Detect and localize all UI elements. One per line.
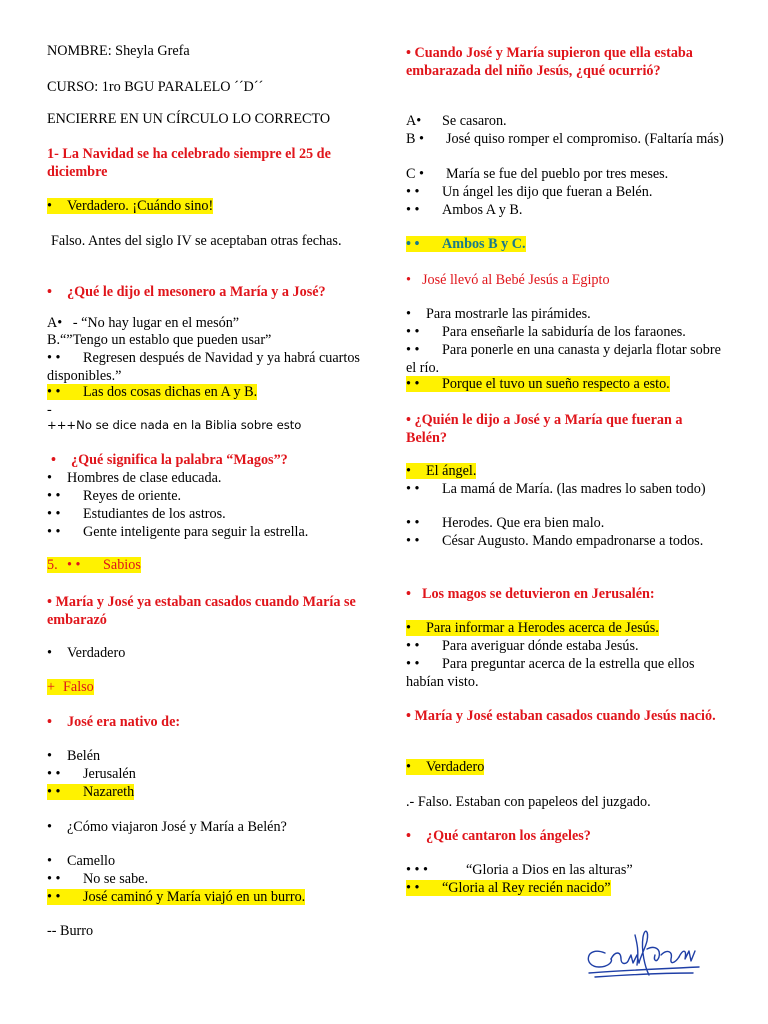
question-1-answer-2: Falso. Antes del siglo IV se aceptaban otras fechas.: [51, 233, 342, 249]
question-8-answer-2: • • Para enseñarle la sabiduría de los faraones.: [406, 324, 686, 340]
question-6-answer-3: • • José caminó y María viajó en un burro.: [47, 889, 306, 905]
question-7-answer-5: • • Ambos A y B.: [406, 202, 523, 218]
question-5-answer-3: • • Nazareth: [47, 784, 135, 800]
question-3-answer-5: 5. • • Sabios: [47, 557, 141, 573]
question-2-answer-2: B.“”Tengo un establo que pueden usar”: [47, 332, 272, 348]
question-9-answer-4: • • César Augusto. Mando empadronarse a todos.: [406, 533, 704, 549]
question-10-answer-2: • • Para averiguar dónde estaba Jesús.: [406, 638, 639, 654]
course: CURSO: 1ro BGU PARALELO ´´D´´: [47, 79, 264, 95]
question-1-answer-1: • Verdadero. ¡Cuándo sino!: [47, 198, 214, 214]
question-5-answer-1: • Belén: [47, 748, 101, 764]
question-7-answer-3: C • María se fue del pueblo por tres meses.: [406, 166, 669, 182]
instruction: ENCIERRE EN UN CÍRCULO LO CORRECTO: [47, 111, 331, 127]
question-2-note: +++No se dice nada en la Biblia sobre esto: [47, 418, 302, 432]
question-2-answer-1: A• - “No hay lugar en el mesón”: [47, 315, 240, 331]
question-2-answer-4: • • Las dos cosas dichas en A y B.: [47, 384, 258, 400]
question-5-answer-2: • • Jerusalén: [47, 766, 136, 782]
question-7-title: • Cuando José y María supieron que ella estaba embarazada del niño Jesús, ¿qué ocurrió?: [406, 45, 693, 79]
signature-image: [575, 915, 705, 985]
question-12-answer-1: • • • “Gloria a Dios en las alturas”: [406, 862, 633, 878]
question-3-answer-2: • • Reyes de oriente.: [47, 488, 182, 504]
question-6-title: • ¿Cómo viajaron José y María a Belén?: [47, 819, 287, 835]
question-9-title: • ¿Quién le dijo a José y a María que fueran a Belén?: [406, 412, 683, 446]
question-2-answer-3: • • Regresen después de Navidad y ya habrá cuartos disponibles.”: [47, 350, 360, 384]
question-12-title: • ¿Qué cantaron los ángeles?: [406, 828, 591, 844]
student-name: NOMBRE: Sheyla Grefa: [47, 43, 190, 59]
question-7-answer-2: B • José quiso romper el compromiso. (Faltaría más): [406, 131, 724, 147]
question-10-answer-1: • Para informar a Herodes acerca de Jesús.: [406, 620, 659, 636]
question-4-title: • María y José ya estaban casados cuando María se embarazó: [47, 594, 356, 628]
question-8-answer-1: • Para mostrarle las pirámides.: [406, 306, 591, 322]
question-6-answer-2: • • No se sabe.: [47, 871, 149, 887]
question-8-title: • José llevó al Bebé Jesús a Egipto: [406, 272, 610, 288]
question-6-answer-1: • Camello: [47, 853, 116, 869]
question-2-dash: -: [47, 402, 52, 418]
question-2-title: • ¿Qué le dijo el mesonero a María y a José?: [47, 284, 326, 300]
question-7-answer-6: • • Ambos B y C.: [406, 236, 526, 252]
question-4-answer-2: + Falso: [47, 679, 94, 695]
question-3-answer-4: • • Gente inteligente para seguir la estrella.: [47, 524, 309, 540]
question-7-answer-4: • • Un ángel les dijo que fueran a Belén.: [406, 184, 653, 200]
question-11-answer-1: • Verdadero: [406, 759, 485, 775]
question-10-title: • Los magos se detuvieron en Jerusalén:: [406, 586, 655, 602]
question-10-answer-3: • • Para preguntar acerca de la estrella que ellos habían visto.: [406, 656, 695, 690]
question-8-answer-4: • • Porque el tuvo un sueño respecto a esto.: [406, 376, 670, 392]
question-12-answer-2: • • “Gloria al Rey recién nacido”: [406, 880, 611, 896]
question-6-answer-4: -- Burro: [47, 923, 94, 939]
question-9-answer-3: • • Herodes. Que era bien malo.: [406, 515, 605, 531]
question-3-answer-1: • Hombres de clase educada.: [47, 470, 222, 486]
question-4-answer-1: • Verdadero: [47, 645, 126, 661]
question-8-answer-3: • • Para ponerle en una canasta y dejarla flotar sobre el río.: [406, 342, 721, 376]
question-3-title: • ¿Qué significa la palabra “Magos”?: [51, 452, 288, 468]
question-11-title: • María y José estaban casados cuando Jesús nació.: [406, 708, 716, 724]
question-5-title: • José era nativo de:: [47, 714, 181, 730]
question-7-answer-1: A• Se casaron.: [406, 113, 507, 129]
question-1-title: 1- La Navidad se ha celebrado siempre el 25 de diciembre: [47, 146, 331, 180]
question-9-answer-2: • • La mamá de María. (las madres lo saben todo): [406, 481, 706, 497]
question-3-answer-3: • • Estudiantes de los astros.: [47, 506, 226, 522]
question-11-answer-2: .- Falso. Estaban con papeleos del juzgado.: [406, 794, 651, 810]
question-9-answer-1: • El ángel.: [406, 463, 477, 479]
